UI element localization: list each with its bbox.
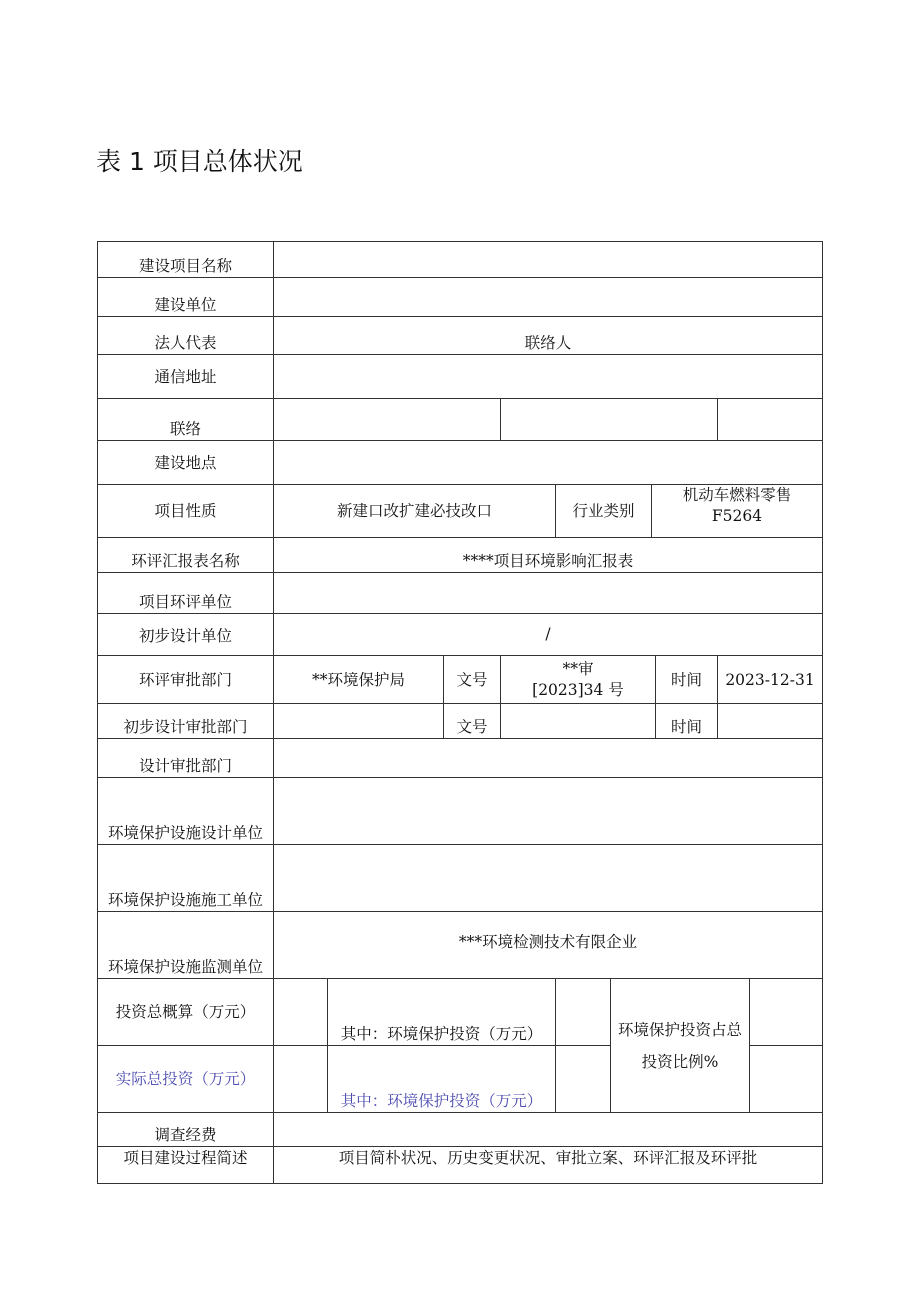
eia-unit-field[interactable]: [274, 573, 822, 613]
contact-phone-field[interactable]: [274, 399, 500, 440]
nature-value: 新建口改扩建必技改口: [336, 502, 492, 520]
builder-label: 建设单位: [154, 296, 217, 314]
project-name-field[interactable]: [274, 242, 822, 277]
env-monitor-unit-value: ***环境检测技术有限企业: [458, 933, 638, 951]
eia-approval-dept-label: 环评审批部门: [138, 670, 232, 689]
time-field-2[interactable]: [718, 704, 822, 738]
doc-no-label: 文号: [456, 670, 488, 689]
contact-person-label: 联络人: [524, 334, 572, 352]
prelim-design-unit-label: 初步设计单位: [138, 627, 232, 645]
prelim-approval-dept-field[interactable]: [274, 704, 443, 738]
address-field[interactable]: [274, 355, 822, 398]
industry-label: 行业类别: [572, 502, 635, 520]
eia-approval-dept-value: **环境保护局: [311, 670, 405, 689]
env-design-unit-label: 环境保护设施设计单位: [107, 824, 263, 842]
industry-value-line2: F5264: [711, 507, 763, 525]
contact-postcode-field[interactable]: [718, 399, 822, 440]
prelim-approval-dept-label: 初步设计审批部门: [123, 718, 248, 736]
total-budget-field[interactable]: [274, 979, 327, 1045]
env-ratio-label: [611, 979, 749, 1112]
time-label: 时间: [670, 670, 702, 689]
process-value: 项目简朴状况、历史变更状况、审批立案、环评汇报及环评批: [338, 1149, 758, 1167]
env-ratio-label-line2: 投资比例%: [641, 1052, 719, 1071]
project-name-label: 建设项目名称: [138, 257, 232, 275]
env-invest-field-2[interactable]: [556, 1046, 610, 1112]
industry-value: [652, 485, 822, 537]
env-construction-unit-label: 环境保护设施施工单位: [107, 891, 263, 909]
actual-invest-field[interactable]: [274, 1046, 327, 1112]
total-budget-label: 投资总概算（万元）: [115, 1003, 256, 1021]
eia-report-value: ****项目环境影响汇报表: [462, 552, 634, 570]
page-title: 表 1 项目总体状况: [96, 147, 303, 176]
env-construction-unit-field[interactable]: [274, 845, 822, 911]
design-approval-dept-field[interactable]: [274, 739, 822, 777]
site-label: 建设地点: [154, 454, 217, 472]
survey-fee-label: 调查经费: [154, 1126, 217, 1144]
contact-label: 联络: [169, 420, 201, 438]
doc-no-value-line1: **审: [562, 659, 594, 678]
nature-label: 项目性质: [154, 502, 217, 520]
doc-no-value-line2: [2023]34 号: [532, 680, 624, 699]
time-value: 2023-12-31: [725, 670, 815, 689]
time-label-2: 时间: [670, 718, 702, 736]
prelim-design-unit-value: /: [545, 625, 551, 643]
actual-invest-label: 实际总投资（万元）: [115, 1070, 256, 1088]
legal-rep-label: 法人代表: [154, 334, 217, 352]
env-monitor-unit-label: 环境保护设施监测单位: [107, 958, 263, 976]
builder-field[interactable]: [274, 278, 822, 316]
doc-no-value: [501, 656, 655, 703]
eia-unit-label: 项目环评单位: [138, 593, 232, 611]
env-ratio-field-2[interactable]: [750, 1046, 822, 1112]
env-invest-label-2: 其中：环境保护投资（万元）: [340, 1092, 543, 1110]
eia-report-label: 环评汇报表名称: [131, 552, 240, 570]
env-invest-label: 其中：环境保护投资（万元）: [340, 1025, 543, 1043]
doc-no-field-2[interactable]: [501, 704, 655, 738]
env-invest-field[interactable]: [556, 979, 610, 1045]
design-approval-dept-label: 设计审批部门: [138, 757, 232, 775]
site-field[interactable]: [274, 441, 822, 484]
env-ratio-label-line1: 环境保护投资占总: [617, 1020, 742, 1039]
doc-no-label-2: 文号: [456, 718, 488, 736]
contact-fax-field[interactable]: [501, 399, 717, 440]
env-design-unit-field[interactable]: [274, 778, 822, 844]
address-label: 通信地址: [154, 368, 217, 386]
survey-fee-field[interactable]: [274, 1113, 822, 1146]
industry-value-line1: 机动车燃料零售: [682, 486, 792, 504]
process-label: 项目建设过程简述: [123, 1149, 248, 1167]
env-ratio-field[interactable]: [750, 979, 822, 1045]
